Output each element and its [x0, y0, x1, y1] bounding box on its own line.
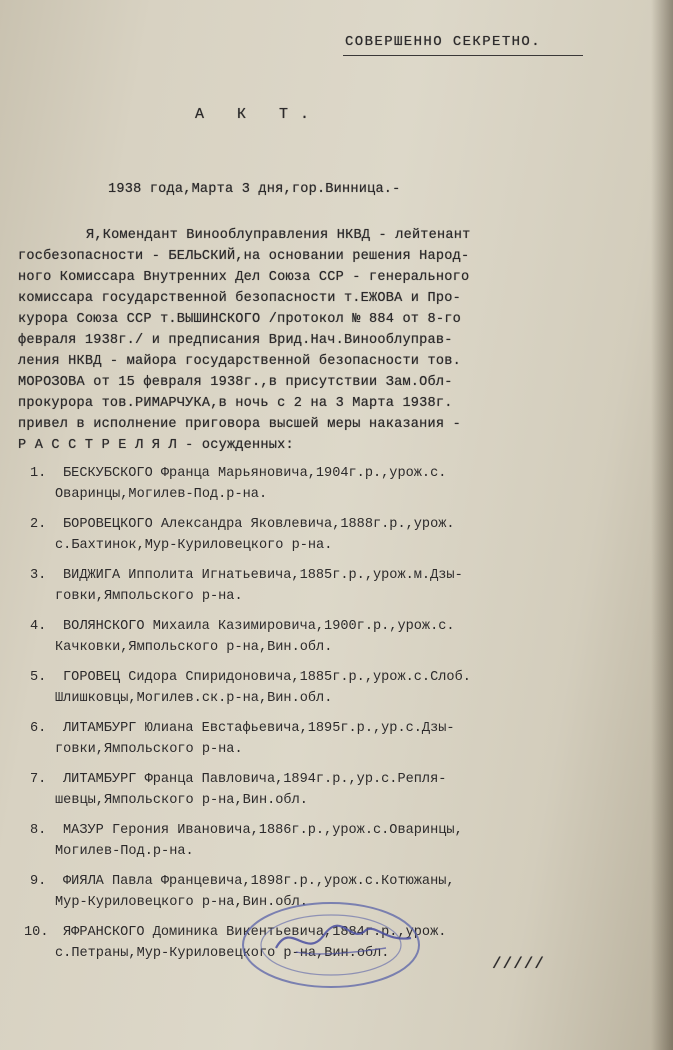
list-item-line: Качковки,Ямпольского р-на,Вин.обл. [55, 640, 333, 655]
list-item-line: БЕСКУБСКОГО Франца Марьяновича,1904г.р.,урож.с. [63, 466, 447, 481]
body-line: прокурора тов.РИМАРЧУКА,в ночь с 2 на 3 Марта 1938г. [18, 396, 453, 411]
list-item-number: 1. [30, 466, 47, 481]
classification-underline [343, 55, 583, 56]
list-item-number: 2. [30, 517, 47, 532]
list-item-line: шевцы,Ямпольского р-на,Вин.обл. [55, 793, 308, 808]
list-item-number: 3. [30, 568, 47, 583]
body-line: привел в исполнение приговора высшей меры наказания - [18, 417, 461, 432]
list-item-line: говки,Ямпольского р-на. [55, 589, 243, 604]
list-item-number: 9. [30, 874, 47, 889]
body-line: МОРОЗОВА от 15 февраля 1938г.,в присутствии Зам.Обл- [18, 375, 453, 390]
list-item-line: МАЗУР Герония Ивановича,1886г.р.,урож.с.Оваринцы, [63, 823, 463, 838]
list-item-line: Шлишковцы,Могилев.ск.р-на,Вин.обл. [55, 691, 333, 706]
body-line: госбезопасности - БЕЛЬСКИЙ,на основании решения Народ- [18, 249, 470, 264]
list-item-line: с.Петраны,Мур-Куриловецкого р-на,Вин.обл. [55, 946, 390, 961]
body-line: ного Комиссара Внутренних Дел Союза ССР - генерального [18, 270, 470, 285]
list-item-line: ФИЯЛА Павла Францевича,1898г.р.,урож.с.Котюжаны, [63, 874, 455, 889]
list-item-line: Мур-Куриловецкого р-на,Вин.обл. [55, 895, 308, 910]
document-title: А К Т. [195, 106, 322, 123]
list-item-line: с.Бахтинок,Мур-Куриловецкого р-на. [55, 538, 333, 553]
list-item-line: ЛИТАМБУРГ Франца Павловича,1894г.р.,ур.с.Репля- [63, 772, 447, 787]
list-item-number: 5. [30, 670, 47, 685]
list-item-line: ВОЛЯНСКОГО Михаила Казимировича,1900г.р.,урож.с. [63, 619, 455, 634]
body-line: курора Союза ССР т.ВЫШИНСКОГО /протокол № 884 от 8-го [18, 312, 461, 327]
body-line: комиссара государственной безопасности т.ЕЖОВА и Про- [18, 291, 461, 306]
page-edge-shadow [651, 0, 673, 1050]
list-item-line: ВИДЖИГА Ипполита Игнатьевича,1885г.р.,урож.м.Дзы- [63, 568, 463, 583]
list-item-line: ГОРОВЕЦ Сидора Спиридоновича,1885г.р.,урож.с.Слоб. [63, 670, 471, 685]
list-item-number: 7. [30, 772, 47, 787]
classification-header: СОВЕРШЕННО СЕКРЕТНО. [345, 34, 542, 50]
date-place-line: 1938 года,Марта 3 дня,гор.Винница.- [108, 182, 401, 197]
list-item-number: 4. [30, 619, 47, 634]
list-item-line: ЯФРАНСКОГО Доминика Викентьевича,1884г.р.,урож. [63, 925, 447, 940]
list-item-number: 6. [30, 721, 47, 736]
list-item-line: ЛИТАМБУРГ Юлиана Евстафьевича,1895г.р.,ур.с.Дзы- [63, 721, 455, 736]
body-line: Я,Комендант Винооблуправления НКВД - лейтенант [86, 228, 471, 243]
closing-marks: ///// [492, 955, 546, 973]
list-item-line: Могилев-Под.р-на. [55, 844, 194, 859]
list-item-number: 8. [30, 823, 47, 838]
list-item-number: 10. [24, 925, 49, 940]
body-line: февраля 1938г./ и предписания Врид.Нач.Винооблуправ- [18, 333, 453, 348]
list-item-line: Оваринцы,Могилев-Под.р-на. [55, 487, 268, 502]
body-line: Р А С С Т Р Е Л Я Л - осужденных: [18, 438, 294, 453]
body-line: ления НКВД - майора государственной безопасности тов. [18, 354, 461, 369]
list-item-line: говки,Ямпольского р-на. [55, 742, 243, 757]
official-stamp-with-signature [236, 890, 426, 990]
list-item-line: БОРОВЕЦКОГО Александра Яковлевича,1888г.р.,урож. [63, 517, 455, 532]
